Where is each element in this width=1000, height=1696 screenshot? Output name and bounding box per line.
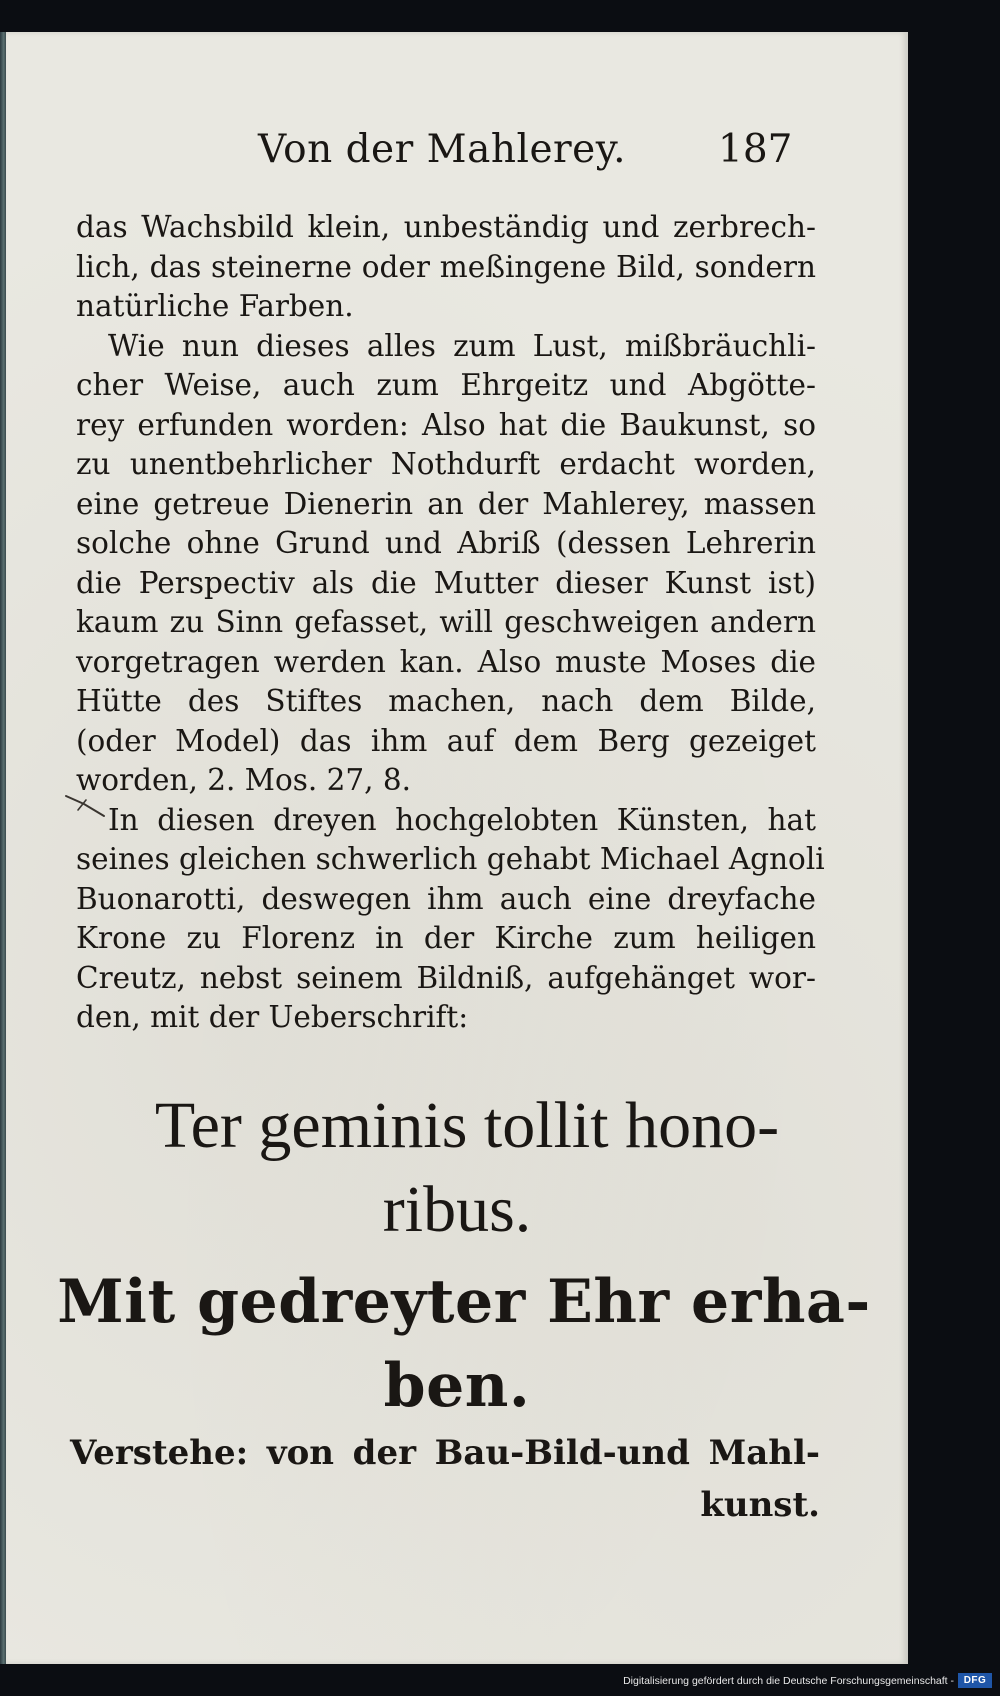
body-text [76,208,825,1038]
body-line: Buonarotti, deswegen ihm auch eine dreyfache [76,881,816,916]
body-line: rey erfunden worden: Also hat die Baukunst, so [76,407,816,442]
body-line: lich, das steinerne oder meßingene Bild, sondern [76,249,816,284]
body-line: die Perspectiv als die Mutter dieser Kunst ist) [76,565,816,600]
body-line: cher Weise, auch zum Ehrgeitz und Abgötte- [76,368,816,402]
body-line: eine getreue Dienerin an der Mahlerey, massen [76,486,816,521]
explanation-line: kunst. [700,1485,820,1525]
dfg-logo-icon: DFG [958,1673,992,1688]
body-line: solche ohne Grund und Abriß (dessen Lehrerin [76,526,816,560]
body-line: Hütte des Stiftes machen, nach dem Bilde, [76,684,816,718]
latin-motto-line: ribus. [382,1173,532,1246]
latin-motto [6,1084,908,1252]
body-line: kaum zu Sinn gefasset, will geschweigen andern [76,605,816,639]
body-line: seines gleichen schwerlich gehabt Michael Agnoli [76,842,825,876]
running-title: Von der Mahlerey. [258,127,626,172]
book-page [6,32,908,1664]
german-motto-line: Mit gedreyter Ehr erha- [57,1267,871,1337]
body-line: Creutz, nebst seinem Bildniß, aufgehänget wor- [76,960,816,995]
explanation-line: Verstehe: von der Bau-Bild-und Mahl- [70,1433,820,1473]
body-line: In diesen dreyen hochgelobten Künsten, hat [108,802,816,837]
body-line: den, mit der Ueberschrift: [76,1000,469,1034]
body-line: das Wachsbild klein, unbeständig und zerbrech- [76,210,816,244]
page-number: 187 [718,127,793,172]
body-line: Wie nun dieses alles zum Lust, mißbräuchli- [108,328,816,363]
running-head [6,120,908,180]
credit-text: Digitalisierung gefördert durch die Deutsche Forschungsgemeinschaft - [623,1675,954,1687]
german-motto [6,1260,908,1428]
body-line: worden, 2. Mos. 27, 8. [76,763,412,797]
pencil-tick-mark-icon [64,790,108,820]
body-line: zu unentbehrlicher Nothdurft erdacht worden, [76,447,816,481]
body-line: (oder Model) das ihm auf dem Berg gezeiget [76,723,816,758]
german-motto-line: ben. [383,1351,531,1421]
body-line: natürliche Farben. [76,289,354,323]
explanation [70,1427,820,1531]
latin-motto-line: Ter geminis tollit hono- [154,1089,780,1162]
body-line: vorgetragen werden kan. Also muste Moses die [76,644,816,679]
credit-strip [0,1668,1000,1696]
body-line: Krone zu Florenz in der Kirche zum heiligen [76,921,816,955]
